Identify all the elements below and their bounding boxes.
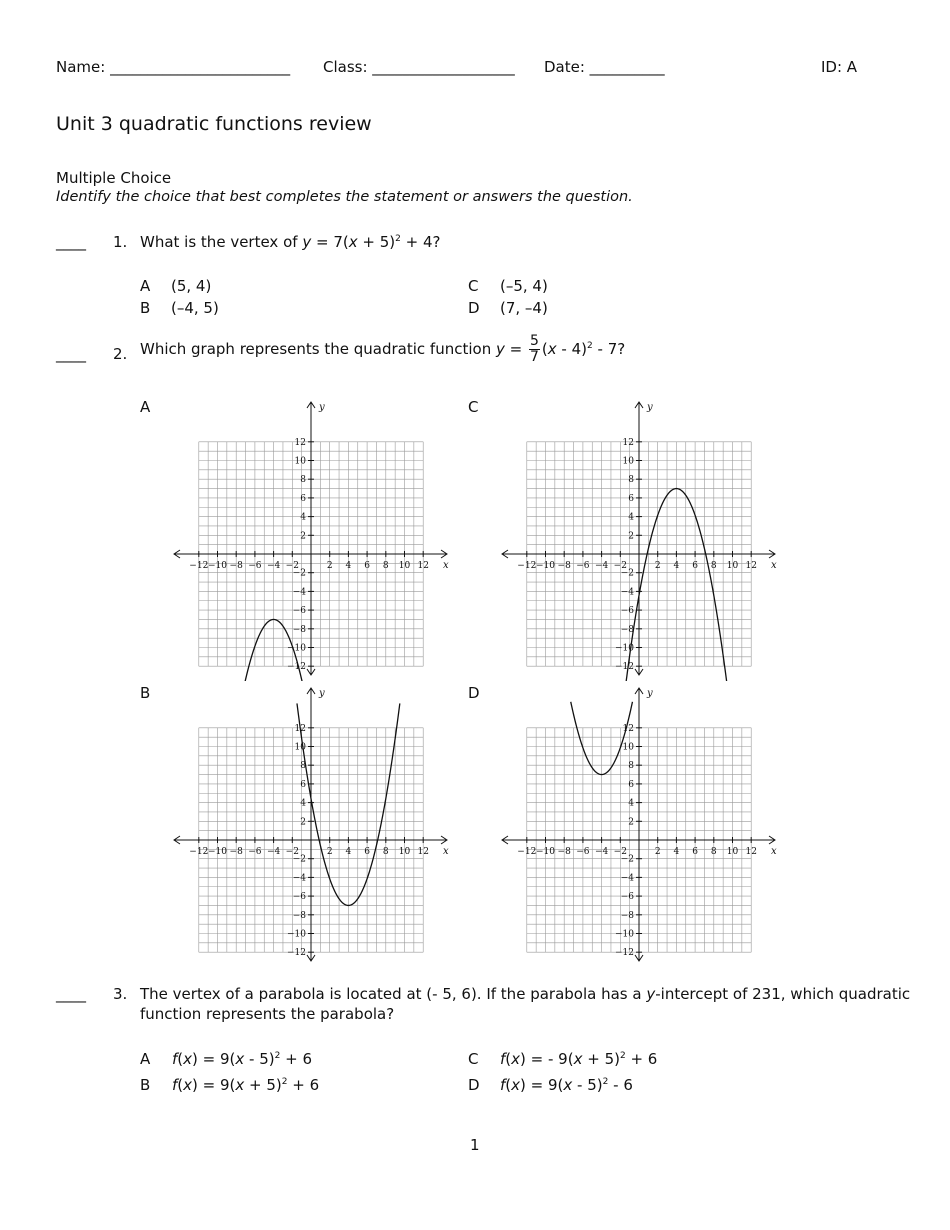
- x-tick-label: −6: [248, 561, 262, 571]
- y-tick-label: 6: [300, 779, 306, 790]
- y-tick-label: 6: [300, 493, 306, 504]
- graph-choice-letter: B: [140, 684, 151, 702]
- answer-blank: ____: [56, 233, 86, 251]
- x-tick-label: 4: [673, 847, 680, 857]
- question-2-stem-text: Which graph represents the quadratic function: [140, 340, 492, 358]
- x-tick-label: −6: [576, 561, 590, 571]
- x-tick-label: −4: [266, 847, 281, 857]
- question-1-stem-text: What is the vertex of: [140, 233, 298, 251]
- choice-equation: f(x) = 9(x - 5)$^2$ + 6: [172, 1050, 313, 1068]
- graph-choice-letter: C: [468, 398, 479, 416]
- y-axis-label: y: [647, 688, 653, 699]
- y-tick-label: −8: [620, 624, 634, 635]
- y-tick-label: −8: [620, 910, 634, 921]
- x-tick-label: 10: [398, 561, 411, 571]
- x-tick-label: −2: [613, 561, 627, 571]
- y-tick-label: −4: [620, 873, 634, 884]
- name-field-label: Name: ________________________: [56, 58, 291, 76]
- x-tick-label: 10: [398, 847, 411, 857]
- question-2-equation: y = $\frac{5}{7}$ (x - 4)$^2$ - 7?: [495, 333, 626, 365]
- y-tick-label: −12: [615, 948, 634, 959]
- y-tick-label: 10: [294, 456, 306, 467]
- y-tick-label: 2: [300, 531, 306, 542]
- class-field-label: Class: ___________________: [323, 58, 515, 76]
- y-tick-label: −4: [292, 873, 306, 884]
- x-tick-label: 6: [692, 847, 698, 857]
- x-axis-label: x: [443, 846, 449, 857]
- y-tick-label: −12: [287, 662, 306, 673]
- choice-equation: $f(x) = 9(x + 5)^2 + 6$: [172, 1076, 320, 1094]
- x-axis-label: x: [771, 560, 777, 571]
- y-tick-label: −8: [292, 910, 306, 921]
- x-tick-label: −10: [208, 847, 227, 857]
- graph-choice-letter: A: [140, 398, 151, 416]
- x-tick-label: −10: [536, 561, 555, 571]
- question-3-stem-line-2: function represents the parabola?: [140, 1005, 395, 1023]
- x-tick-label: −10: [208, 561, 227, 571]
- page-number: 1: [470, 1136, 480, 1154]
- question-3-stem-text-cont: -intercept of 231, which quadratic: [655, 985, 911, 1003]
- question-1-equation: $y = 7(x + 5)^2 + 4$?: [302, 233, 441, 251]
- y-tick-label: 4: [628, 798, 634, 809]
- choice-letter: B: [140, 1076, 151, 1094]
- y-tick-label: −6: [292, 892, 306, 903]
- choice-equation: f(x) = - $9(x + 5)^2 + 6$: [500, 1050, 658, 1068]
- x-tick-label: −4: [594, 847, 609, 857]
- answer-blank: ____: [56, 985, 86, 1003]
- y-tick-label: −2: [620, 854, 634, 865]
- choice-letter: D: [468, 299, 480, 317]
- graph-d: [496, 682, 781, 967]
- question-number: 3.: [113, 985, 128, 1003]
- y-tick-label: −2: [292, 854, 306, 865]
- x-tick-label: 12: [745, 847, 757, 857]
- x-tick-label: −2: [613, 847, 627, 857]
- x-tick-label: 2: [326, 847, 333, 857]
- y-tick-label: 12: [294, 437, 306, 448]
- y-axis-label: y: [319, 402, 325, 413]
- x-tick-label: 2: [654, 561, 661, 571]
- graph-choice-letter: D: [468, 684, 480, 702]
- page-title: Unit 3 quadratic functions review: [56, 113, 372, 135]
- answer-blank: ____: [56, 345, 86, 363]
- x-tick-label: 12: [417, 847, 429, 857]
- y-tick-label: 6: [628, 493, 634, 504]
- choice-letter: C: [468, 277, 479, 295]
- x-tick-label: 4: [345, 561, 352, 571]
- x-tick-label: 10: [726, 847, 739, 857]
- x-tick-label: −8: [557, 847, 571, 857]
- y-tick-label: 12: [622, 723, 634, 734]
- x-tick-label: −12: [517, 847, 537, 857]
- y-tick-label: −10: [287, 929, 306, 940]
- choice-letter: A: [140, 277, 151, 295]
- x-tick-label: 4: [673, 561, 680, 571]
- x-tick-label: −4: [594, 561, 609, 571]
- x-tick-label: 2: [654, 847, 661, 857]
- y-tick-label: 12: [622, 437, 634, 448]
- y-tick-label: −10: [287, 643, 306, 654]
- x-tick-label: 4: [345, 847, 352, 857]
- choice-equation: f(x) = 9(x - 5)$^2$ - 6: [500, 1076, 633, 1094]
- choice-letter: D: [468, 1076, 480, 1094]
- question-2-stem: [140, 334, 625, 365]
- y-tick-label: −4: [620, 587, 634, 598]
- y-tick-label: −6: [620, 892, 634, 903]
- y-tick-label: −10: [615, 929, 634, 940]
- question-1-stem: [140, 233, 440, 251]
- question-3-stem-text: The vertex of a parabola is located at (- 5, 6). If the parabola has a: [140, 985, 642, 1003]
- x-tick-label: −4: [266, 561, 281, 571]
- choice-letter: A: [140, 1050, 151, 1068]
- choice-text: (5, 4): [171, 277, 212, 295]
- y-tick-label: 8: [300, 475, 306, 486]
- choice-letter: C: [468, 1050, 479, 1068]
- x-tick-label: 8: [382, 847, 389, 857]
- x-tick-label: 8: [382, 561, 389, 571]
- section-heading: Multiple Choice: [56, 169, 172, 187]
- x-tick-label: 12: [417, 561, 429, 571]
- x-tick-label: −10: [536, 847, 555, 857]
- x-tick-label: −2: [285, 561, 299, 571]
- graph-c: [496, 396, 781, 681]
- coordinate-plane: [496, 682, 781, 967]
- y-tick-label: 4: [628, 512, 634, 523]
- x-tick-label: −12: [517, 561, 537, 571]
- x-tick-label: 12: [745, 561, 757, 571]
- y-tick-label: 2: [300, 817, 306, 828]
- x-axis-label: x: [443, 560, 449, 571]
- y-axis-label: y: [319, 688, 325, 699]
- y-tick-label: −4: [292, 587, 306, 598]
- choice-letter: B: [140, 299, 151, 317]
- choice-text: (7, –4): [500, 299, 548, 317]
- question-number: 2.: [113, 345, 128, 363]
- x-tick-label: 2: [326, 561, 333, 571]
- y-tick-label: 8: [300, 761, 306, 772]
- y-tick-label: −2: [620, 568, 634, 579]
- y-tick-label: −10: [615, 643, 634, 654]
- y-tick-label: −12: [615, 662, 634, 673]
- coordinate-plane: [168, 396, 453, 681]
- y-tick-label: 10: [622, 456, 634, 467]
- graph-b: [168, 682, 453, 967]
- y-tick-label: 2: [628, 817, 634, 828]
- x-tick-label: −8: [557, 561, 571, 571]
- x-tick-label: 8: [710, 561, 717, 571]
- y-tick-label: −12: [287, 948, 306, 959]
- y-tick-label: 6: [628, 779, 634, 790]
- id-label: ID: A: [821, 58, 858, 76]
- y-tick-label: −2: [292, 568, 306, 579]
- graph-a: [168, 396, 453, 681]
- question-number: 1.: [113, 233, 128, 251]
- y-tick-label: 12: [294, 723, 306, 734]
- section-instructions: Identify the choice that best completes the statement or answers the question.: [56, 189, 633, 205]
- x-tick-label: −8: [229, 847, 243, 857]
- y-tick-label: 4: [300, 512, 306, 523]
- coordinate-plane: [496, 396, 781, 681]
- x-tick-label: −6: [248, 847, 262, 857]
- y-tick-label: 10: [294, 742, 306, 753]
- x-tick-label: −12: [189, 561, 209, 571]
- y-variable: y: [646, 985, 656, 1003]
- y-tick-label: −6: [292, 606, 306, 617]
- y-tick-label: 8: [628, 761, 634, 772]
- x-tick-label: −8: [229, 561, 243, 571]
- date-field-label: Date: __________: [544, 58, 665, 76]
- question-3-stem-line-1: [140, 985, 910, 1003]
- y-tick-label: −6: [620, 606, 634, 617]
- choice-text: (–4, 5): [171, 299, 219, 317]
- x-tick-label: −2: [285, 847, 299, 857]
- y-tick-label: 10: [622, 742, 634, 753]
- x-tick-label: 6: [692, 561, 698, 571]
- y-tick-label: 8: [628, 475, 634, 486]
- x-tick-label: 6: [364, 847, 370, 857]
- y-tick-label: −8: [292, 624, 306, 635]
- y-tick-label: 2: [628, 531, 634, 542]
- x-tick-label: 6: [364, 561, 370, 571]
- y-axis-label: y: [647, 402, 653, 413]
- y-tick-label: 4: [300, 798, 306, 809]
- x-tick-label: 8: [710, 847, 717, 857]
- coordinate-plane: [168, 682, 453, 967]
- choice-text: (–5, 4): [500, 277, 548, 295]
- x-tick-label: 10: [726, 561, 739, 571]
- x-tick-label: −12: [189, 847, 209, 857]
- x-tick-label: −6: [576, 847, 590, 857]
- x-axis-label: x: [771, 846, 777, 857]
